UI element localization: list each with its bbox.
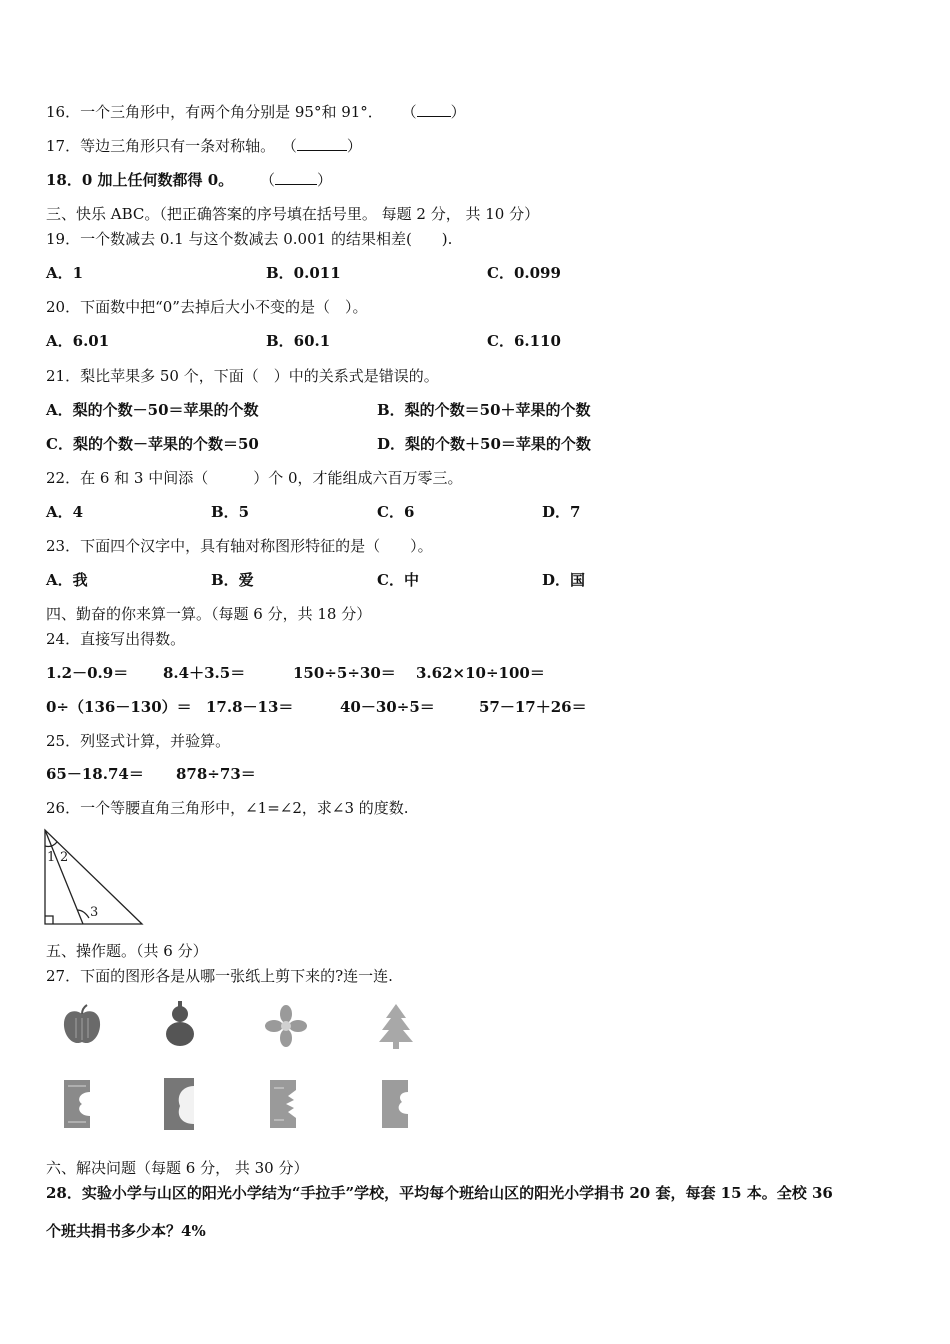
paper-sheet-1-icon[interactable] <box>60 1078 100 1130</box>
calc-2-3: 40－30÷5＝ <box>340 698 435 716</box>
question-17 <box>46 136 362 156</box>
q19-option-c[interactable]: C．0.099 <box>487 264 561 282</box>
answer-blank-16[interactable] <box>417 102 451 117</box>
paren-open: （ <box>259 171 275 189</box>
q19-option-b[interactable]: B．0.011 <box>266 264 341 282</box>
q23-option-c[interactable]: C．中 <box>377 571 419 589</box>
angle-label-3: 3 <box>90 905 99 920</box>
q22-option-d[interactable]: D．7 <box>542 503 581 521</box>
paren-close: ） <box>450 103 466 121</box>
calc-1-3: 150÷5÷30＝ <box>293 664 396 682</box>
paren-close: ） <box>317 171 333 189</box>
vertical-calc-1: 65－18.74＝ <box>46 765 144 783</box>
paper-sheet-4-icon[interactable] <box>378 1078 418 1130</box>
answer-blank-17[interactable] <box>297 136 347 151</box>
q21-option-b[interactable]: B．梨的个数＝50＋苹果的个数 <box>377 401 591 419</box>
q20-option-c[interactable]: C．6.110 <box>487 332 561 350</box>
question-21-text: 21．梨比苹果多 50 个，下面（ ）中的关系式是错误的。 <box>46 367 439 385</box>
question-18-text: 18．0 加上任何数都得 0。 <box>46 171 234 189</box>
section-6-title: 六、解决问题（每题 6 分， 共 30 分） <box>46 1159 309 1177</box>
question-23-text: 23．下面四个汉字中，具有轴对称图形特征的是（ ）。 <box>46 537 433 555</box>
question-26-text: 26．一个等腰直角三角形中，∠1=∠2，求∠3 的度数. <box>46 799 409 817</box>
q22-option-c[interactable]: C．6 <box>377 503 415 521</box>
question-27-text: 27．下面的图形各是从哪一张纸上剪下来的?连一连. <box>46 967 393 985</box>
question-16 <box>46 102 466 122</box>
paren-close: ） <box>346 137 362 155</box>
question-24-text: 24．直接写出得数。 <box>46 630 186 648</box>
question-22-text: 22．在 6 和 3 中间添（ ）个 0，才能组成六百万零三。 <box>46 469 463 487</box>
q19-option-a[interactable]: A．1 <box>46 264 84 282</box>
question-28-line1: 28．实验小学与山区的阳光小学结为“手拉手”学校，平均每个班给山区的阳光小学捐书 20 套，每套 15 本。全校 36 <box>46 1184 833 1202</box>
question-19-text: 19．一个数减去 0.1 与这个数减去 0.001 的结果相差( ). <box>46 230 453 248</box>
section-5-title: 五、操作题。（共 6 分） <box>46 942 208 960</box>
q20-option-a[interactable]: A．6.01 <box>46 332 110 350</box>
flower-shape-icon[interactable] <box>264 1004 308 1048</box>
q20-option-b[interactable]: B．60.1 <box>266 332 331 350</box>
calc-1-4: 3.62×10÷100＝ <box>416 664 545 682</box>
calc-2-4: 57－17＋26＝ <box>479 698 587 716</box>
paper-sheet-2-icon[interactable] <box>160 1076 202 1132</box>
calc-1-2: 8.4＋3.5＝ <box>163 664 246 682</box>
question-20-text: 20．下面数中把“0”去掉后大小不变的是（ ）。 <box>46 298 368 316</box>
question-28-line2: 个班共捐书多少本？4% <box>46 1222 206 1240</box>
q22-option-b[interactable]: B．5 <box>211 503 250 521</box>
paren-open: （ <box>281 137 297 155</box>
gourd-shape-icon[interactable] <box>160 1000 200 1050</box>
q23-option-b[interactable]: B．爱 <box>211 571 254 589</box>
question-18 <box>46 170 332 190</box>
calc-2-2: 17.8－13＝ <box>206 698 294 716</box>
right-angle-mark <box>45 916 53 924</box>
answer-blank-18[interactable] <box>275 170 317 185</box>
triangle-figure <box>40 826 150 928</box>
question-16-text: 16．一个三角形中，有两个角分别是 95°和 91°． <box>46 103 383 121</box>
apple-shape-icon[interactable] <box>60 1004 104 1048</box>
q22-option-a[interactable]: A．4 <box>46 503 84 521</box>
q23-option-d[interactable]: D．国 <box>542 571 586 589</box>
section-3-title: 三、快乐 ABC。（把正确答案的序号填在括号里。 每题 2 分， 共 10 分） <box>46 205 540 223</box>
section-4-title: 四、勤奋的你来算一算。（每题 6 分，共 18 分） <box>46 605 372 623</box>
question-25-text: 25．列竖式计算，并验算。 <box>46 732 231 750</box>
tree-shape-icon[interactable] <box>376 1002 416 1050</box>
calc-2-1: 0÷（136－130）＝ <box>46 698 192 716</box>
angle-label-2: 2 <box>60 850 69 865</box>
vertical-calc-2: 878÷73＝ <box>176 765 256 783</box>
q21-option-c[interactable]: C．梨的个数－苹果的个数＝50 <box>46 435 259 453</box>
q23-option-a[interactable]: A．我 <box>46 571 88 589</box>
paper-sheet-3-icon[interactable] <box>266 1078 306 1130</box>
paren-open: （ <box>401 103 417 121</box>
q21-option-d[interactable]: D．梨的个数＋50＝苹果的个数 <box>377 435 591 453</box>
calc-1-1: 1.2－0.9＝ <box>46 664 129 682</box>
q21-option-a[interactable]: A．梨的个数－50＝苹果的个数 <box>46 401 259 419</box>
angle-label-1: 1 <box>47 850 56 865</box>
question-17-text: 17．等边三角形只有一条对称轴。 <box>46 137 276 155</box>
